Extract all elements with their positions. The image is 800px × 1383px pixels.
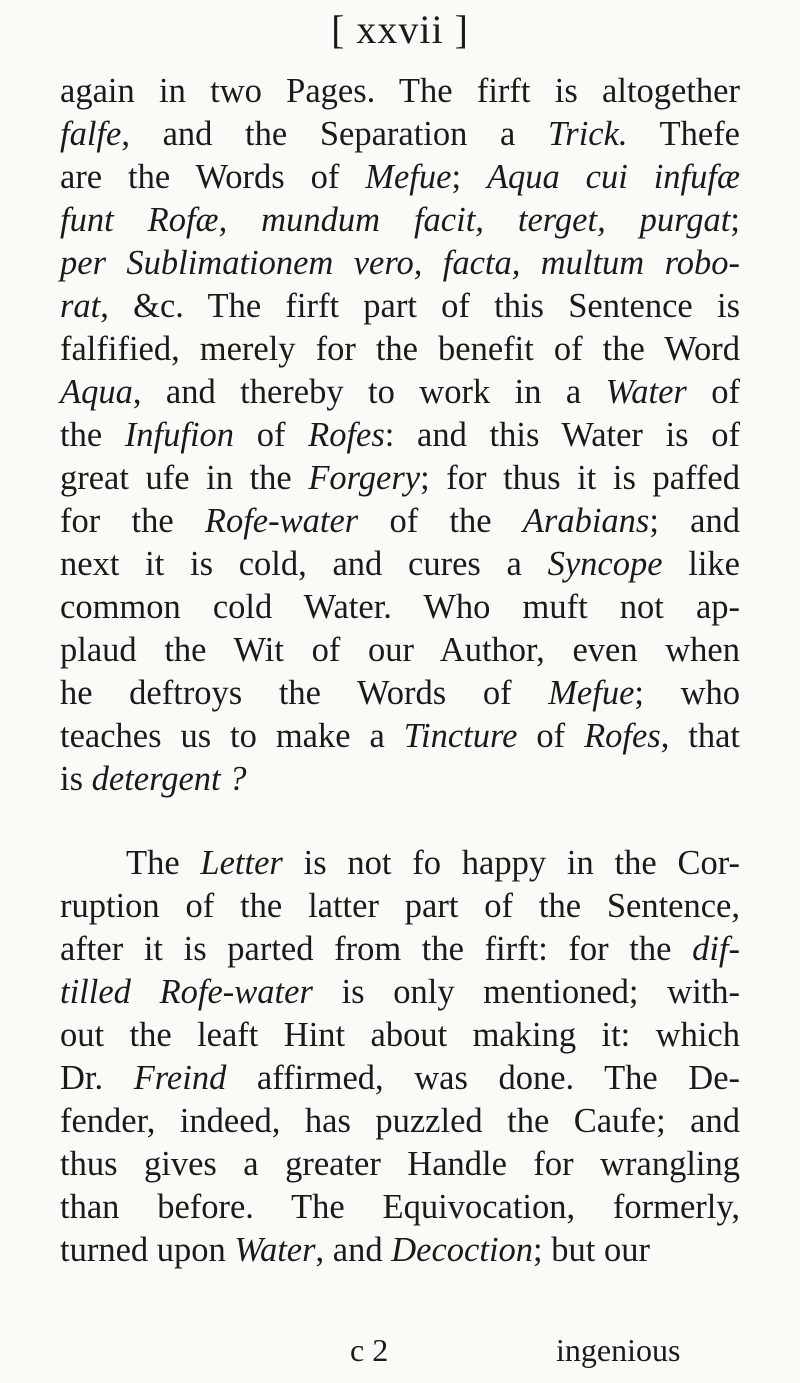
text-run: of xyxy=(517,717,585,755)
text-run: are the Words of xyxy=(60,158,366,196)
italic-text-run: Infufion xyxy=(124,416,235,454)
paragraph-1 xyxy=(60,70,740,801)
text-line xyxy=(60,70,740,113)
text-line xyxy=(60,414,740,457)
italic-text-run: Mefue xyxy=(548,674,635,712)
text-line xyxy=(60,1014,740,1057)
text-line xyxy=(60,1100,740,1143)
italic-text-run: falfe xyxy=(60,115,122,153)
text-line xyxy=(60,457,740,500)
italic-text-run: Tincture xyxy=(403,717,518,755)
text-run: , that xyxy=(660,717,741,755)
text-line xyxy=(60,758,740,801)
text-run: : and this Water is of xyxy=(384,416,740,454)
italic-text-run: tilled Rofe-water xyxy=(60,973,313,1011)
italic-text-run: Rofe-water xyxy=(204,502,359,540)
text-run: ; who xyxy=(634,674,741,712)
text-line xyxy=(60,586,740,629)
text-run: Thefe xyxy=(627,115,740,153)
text-line xyxy=(60,543,740,586)
text-run: of xyxy=(686,373,740,411)
italic-text-run: funt Rofæ, mundum facit, terget, purgat xyxy=(60,201,731,239)
catchword: ingenious xyxy=(556,1332,681,1368)
page-footer xyxy=(0,1332,800,1375)
text-run: for the xyxy=(60,502,205,540)
text-run: is only mentioned; with- xyxy=(312,973,741,1011)
text-line xyxy=(60,928,740,971)
text-line xyxy=(60,1229,740,1272)
text-line xyxy=(60,156,740,199)
text-run: , &c. The firft part of this Sentence is xyxy=(100,287,740,325)
text-run: ruption of the latter part of the Sentence, xyxy=(60,887,740,925)
italic-text-run: Water xyxy=(234,1231,316,1269)
text-line xyxy=(60,285,740,328)
text-run: fender, indeed, has puzzled the Caufe; and xyxy=(60,1102,740,1140)
text-run: after it is parted from the firft: for the xyxy=(60,930,693,968)
italic-text-run: Rofes xyxy=(584,717,661,755)
text-line xyxy=(60,1057,740,1100)
italic-text-run: Mefue xyxy=(365,158,452,196)
italic-text-run: Water xyxy=(605,373,687,411)
text-run: falfified, merely for the benefit of the Word xyxy=(60,330,740,368)
text-run: affirmed, was done. The De- xyxy=(226,1059,741,1097)
text-run: common cold Water. Who muft not ap- xyxy=(60,588,740,626)
text-line xyxy=(60,672,740,715)
text-run: ; for thus it is paffed xyxy=(420,459,740,497)
italic-text-run: per Sublimationem vero, facta, multum robo- xyxy=(60,244,740,282)
text-line xyxy=(60,715,740,758)
italic-text-run: Syncope xyxy=(547,545,663,583)
text-line xyxy=(60,113,740,156)
text-line xyxy=(60,328,740,371)
italic-text-run: detergent ? xyxy=(91,760,247,798)
text-run: is xyxy=(60,760,92,798)
italic-text-run: Trick. xyxy=(547,115,628,153)
italic-text-run: Rofes xyxy=(308,416,385,454)
text-line xyxy=(60,1186,740,1229)
text-run: than before. The Equivocation, formerly, xyxy=(60,1188,740,1226)
italic-text-run: dif- xyxy=(692,930,740,968)
text-run: ; but our xyxy=(533,1231,650,1269)
italic-text-run: Forgery xyxy=(308,459,421,497)
text-run: ; xyxy=(451,158,487,196)
text-run: great ufe in the xyxy=(60,459,309,497)
text-line xyxy=(60,500,740,543)
text-run: teaches us to make a xyxy=(60,717,404,755)
page-number-header: [ xxvii ] xyxy=(331,7,469,52)
text-run: of xyxy=(234,416,309,454)
italic-text-run: Aqua xyxy=(60,373,133,411)
text-run: ; and xyxy=(649,502,740,540)
italic-text-run: Arabians xyxy=(522,502,650,540)
signature-mark: c 2 xyxy=(350,1332,389,1368)
text-run: is not fo happy in the Cor- xyxy=(282,844,740,882)
text-run: , and thereby to work in a xyxy=(132,373,606,411)
text-run: , and xyxy=(315,1231,392,1269)
text-run: he deftroys the Words of xyxy=(60,674,549,712)
text-run: out the leaft Hint about making it: which xyxy=(60,1016,740,1054)
text-run: plaud the Wit of our Author, even when xyxy=(60,631,740,669)
text-run: The xyxy=(126,844,201,882)
text-line xyxy=(60,199,740,242)
text-line xyxy=(60,371,740,414)
text-run: ; xyxy=(730,201,740,239)
italic-text-run: Freind xyxy=(133,1059,227,1097)
text-run: Dr. xyxy=(60,1059,134,1097)
text-run: next it is cold, and cures a xyxy=(60,545,548,583)
text-run: turned upon xyxy=(60,1231,235,1269)
text-run: the xyxy=(60,416,125,454)
text-line xyxy=(60,1143,740,1186)
italic-text-run: Aqua cui infufæ xyxy=(486,158,740,196)
text-line xyxy=(60,242,740,285)
italic-text-run: Letter xyxy=(200,844,283,882)
paragraph-2 xyxy=(60,842,740,1272)
text-line xyxy=(60,885,740,928)
text-line xyxy=(60,971,740,1014)
text-run: , and the Separation a xyxy=(121,115,548,153)
text-run: of the xyxy=(358,502,523,540)
text-line xyxy=(60,629,740,672)
text-run: again in two Pages. The firft is altogether xyxy=(60,72,740,110)
text-run: thus gives a greater Handle for wrangling xyxy=(60,1145,740,1183)
italic-text-run: Decoction xyxy=(391,1231,534,1269)
text-line xyxy=(60,842,740,885)
text-run: like xyxy=(662,545,740,583)
italic-text-run: rat xyxy=(60,287,101,325)
